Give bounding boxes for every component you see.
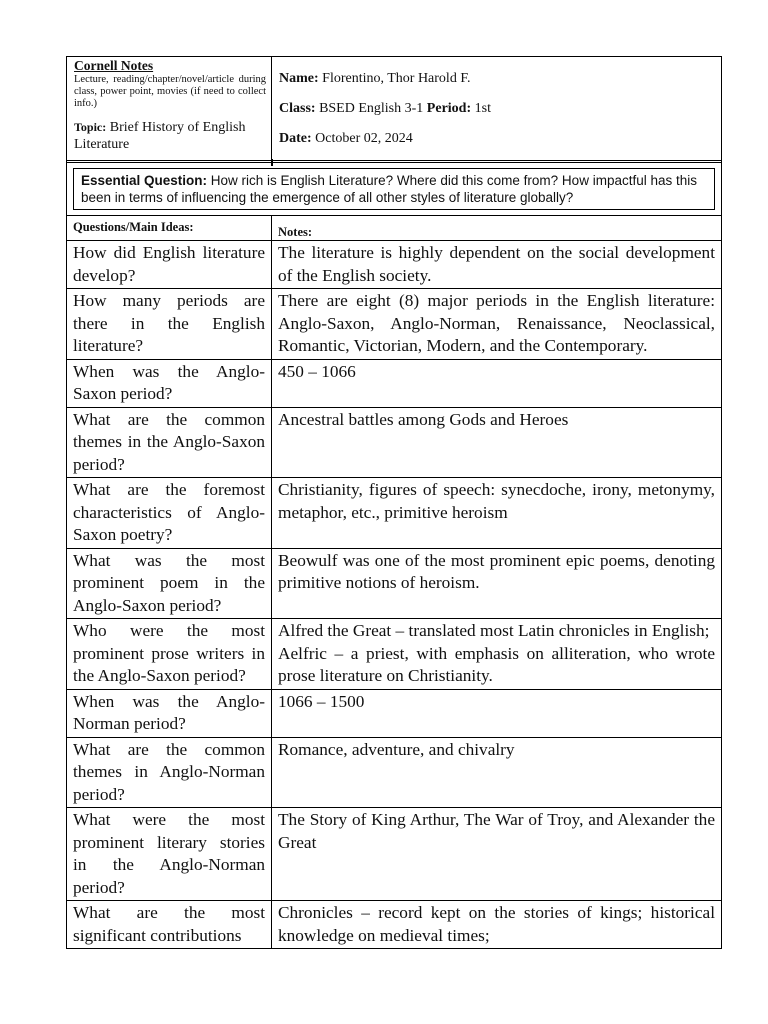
note-line: Chronicles – record kept on the stories of kings; historical knowledge on medieval times; [278, 903, 715, 945]
header-left [67, 57, 272, 160]
essential-question-box [73, 168, 715, 210]
period-value: 1st [474, 101, 491, 116]
table-row [67, 619, 722, 690]
question-cell: What are the foremost characteristics of Anglo-Saxon poetry? [67, 478, 272, 549]
essential-question-section [66, 163, 722, 215]
note-line: Romance, adventure, and chivalry [278, 739, 515, 759]
table-row [67, 689, 722, 737]
notes-cell [272, 478, 722, 549]
question-cell: When was the Anglo-Saxon period? [67, 359, 272, 407]
class-label: Class: [279, 101, 316, 116]
date-label: Date: [279, 131, 312, 146]
header-divider [66, 160, 722, 163]
cornell-notes-title: Cornell Notes [74, 58, 154, 73]
name-value: Florentino, Thor Harold F. [322, 71, 471, 86]
question-cell: What are the most significant contributions [67, 901, 272, 949]
note-line: Ancestral battles among Gods and Heroes [278, 409, 569, 429]
question-cell: What are the common themes in the Anglo-Saxon period? [67, 407, 272, 478]
note-line: Christianity, figures of speech: synecdoche, irony, metonymy, metaphor, etc., primitive heroism [278, 480, 715, 522]
question-cell: How many periods are there in the English literature? [67, 289, 272, 360]
notes-table [66, 215, 722, 949]
topic-value: Brief History of English Literature [74, 120, 246, 152]
notes-column-header: Notes: [272, 216, 722, 241]
class-line [279, 100, 715, 130]
table-row [67, 359, 722, 407]
note-line: 450 – 1066 [278, 361, 356, 381]
note-line: The literature is highly dependent on the social development of the English society. [278, 243, 715, 285]
note-line: There are eight (8) major periods in the English literature: Anglo-Saxon, Anglo-Norman, Renaissance, Neoclassical, Romantic, Victorian, Modern, and the Contemporary. [278, 291, 715, 355]
header-right [272, 57, 721, 160]
cornell-notes-sheet [66, 56, 722, 949]
question-cell: What were the most prominent literary stories in the Anglo-Norman period? [67, 808, 272, 901]
note-line: 1066 – 1500 [278, 691, 365, 711]
essential-question-text: How rich is English Literature? Where did this come from? How impactful has this been in terms of influencing the emergence of all other styles of literature globally? [81, 173, 697, 205]
topic-label: Topic: [74, 120, 107, 134]
topic-line [74, 119, 266, 153]
notes-cell [272, 359, 722, 407]
name-line [279, 70, 715, 100]
table-row [67, 548, 722, 619]
table-row [67, 407, 722, 478]
name-label: Name: [279, 71, 319, 86]
table-row [67, 737, 722, 808]
notes-cell [272, 241, 722, 289]
table-row [67, 289, 722, 360]
column-header-row [67, 216, 722, 241]
question-cell: What was the most prominent poem in the Anglo-Saxon period? [67, 548, 272, 619]
notes-cell [272, 548, 722, 619]
period-label: Period: [426, 101, 472, 116]
notes-cell [272, 289, 722, 360]
question-cell: When was the Anglo-Norman period? [67, 689, 272, 737]
table-row [67, 241, 722, 289]
class-value: BSED English 3-1 [319, 101, 424, 116]
notes-cell [272, 737, 722, 808]
table-row [67, 901, 722, 949]
cornell-notes-description: Lecture, reading/chapter/novel/article during class, power point, movies (if need to collect info.) [74, 74, 266, 109]
question-cell: Who were the most prominent prose writers in the Anglo-Saxon period? [67, 619, 272, 690]
questions-column-header: Questions/Main Ideas: [67, 216, 272, 241]
note-line: Alfred the Great – translated most Latin chronicles in English; [278, 621, 710, 640]
notes-cell [272, 808, 722, 901]
table-row [67, 808, 722, 901]
question-cell: What are the common themes in Anglo-Norman period? [67, 737, 272, 808]
table-row [67, 478, 722, 549]
notes-cell [272, 689, 722, 737]
notes-cell [272, 901, 722, 949]
notes-cell [272, 407, 722, 478]
date-line [279, 130, 715, 160]
note-line: Aelfric – a priest, with emphasis on alliteration, who wrote prose literature on Christianity. [278, 643, 715, 685]
divider-stub [271, 159, 273, 166]
notes-header [66, 56, 722, 160]
note-line: The Story of King Arthur, The War of Troy, and Alexander the Great [278, 810, 715, 852]
question-cell: How did English literature develop? [67, 241, 272, 289]
date-value: October 02, 2024 [315, 131, 413, 146]
notes-cell [272, 619, 722, 690]
essential-question-label: Essential Question: [81, 173, 208, 188]
note-line: Beowulf was one of the most prominent epic poems, denoting primitive notions of heroism. [278, 550, 715, 592]
